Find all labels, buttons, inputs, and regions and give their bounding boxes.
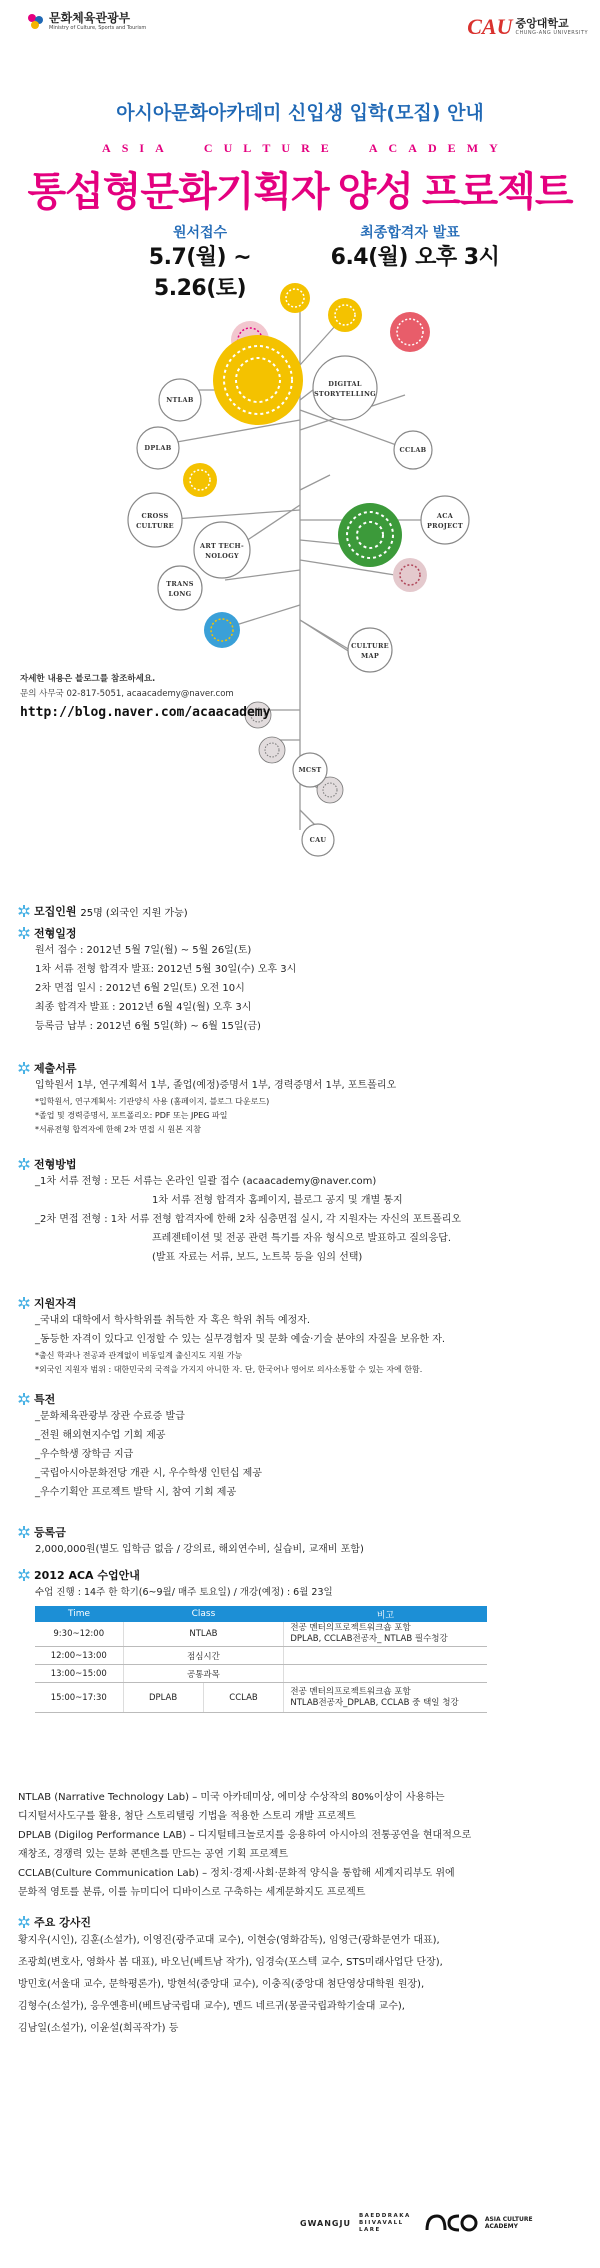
- gwangju-logo: GWANGJU: [300, 2218, 351, 2228]
- table-header-row: [35, 1606, 487, 1622]
- lecturer-line: 방민호(서울대 교수, 문학평론가), 방현석(중앙대 교수), 이충직(중앙대 첨단영상대학원 원장),: [18, 1979, 425, 1990]
- schedule-line: 등록금 납부 : 2012년 6월 5일(화) ~ 6월 15일(금): [35, 1021, 261, 1032]
- node-cclab: [394, 431, 432, 469]
- lab-line: 디지털서사도구를 활용, 첨단 스토리텔링 기법을 적용한 스토리 개발 프로젝트: [18, 1811, 356, 1822]
- cell-note: [284, 1665, 487, 1683]
- academy-letter: M: [466, 141, 479, 155]
- cell-note: [284, 1647, 487, 1665]
- method-line: 1차 서류 전형 합격자 홈페이지, 블로그 공지 및 개별 통지: [152, 1195, 403, 1206]
- qual-line: _동등한 자격이 있다고 인정할 수 있는 실무경험자 및 문화 예술·기술 분야의 자질을 보유한 자.: [35, 1334, 446, 1345]
- cell-time: 13:00~15:00: [35, 1665, 123, 1683]
- deco-circle-yellow-top: [280, 283, 310, 313]
- snowflake-bullet-icon: [18, 1297, 30, 1309]
- table-row: [35, 1683, 487, 1713]
- section-lecturers: [18, 1914, 583, 2040]
- cell-class: 공통과목: [123, 1665, 284, 1683]
- node-trans-label-1: TRANS: [166, 580, 194, 588]
- academy-letter: R: [301, 141, 310, 155]
- col-note: 비고: [284, 1606, 487, 1622]
- schedule-line: 1차 서류 전형 합격자 발표: 2012년 5월 30일(수) 오후 3시: [35, 964, 297, 975]
- program-tree-illustration: [0, 270, 600, 870]
- node-cross-culture: [128, 493, 182, 547]
- apply-date: 5.7(월) ~ 5.26(토): [148, 245, 252, 301]
- section-labs: [18, 1788, 583, 1902]
- section-method: [18, 1156, 583, 1267]
- ministry-name: 문화체육관광부: [49, 11, 131, 25]
- deco-circle-red: [390, 312, 430, 352]
- academy-letter: C: [388, 141, 398, 155]
- lab-line: CCLAB(Culture Communication Lab) – 정치·경제·사회·문화적 양식을 통합해 세계지리부도 위에: [18, 1868, 455, 1879]
- biennale-line: LARE: [358, 2226, 381, 2233]
- lecturer-line: 김남일(소설가), 이윤설(희곡작가) 등: [18, 2023, 179, 2034]
- method-line: _2차 면접 전형 : 1차 서류 전형 합격자에 한해 2차 심층면접 실시, 각 지원자는 자신의 포트폴리오: [35, 1214, 462, 1225]
- node-aca-label-2: PROJECT: [426, 522, 464, 530]
- node-culture-map: [348, 628, 392, 672]
- lecturer-line: 조광희(변호사, 영화사 봄 대표), 바오닌(베트남 작가), 임경숙(포스텍 교수, STS미래사업단 단장),: [18, 1957, 443, 1968]
- node-arttech-label-1: ART TECH-: [200, 542, 244, 550]
- node-mcst: [293, 753, 327, 787]
- academy-letter: S: [121, 141, 129, 155]
- node-digital-label-2: STORYTELLING: [313, 390, 377, 398]
- method-line: (발표 자료는 서류, 보드, 노트북 등을 임의 선택): [152, 1252, 363, 1263]
- snowflake-bullet-icon: [18, 1393, 30, 1405]
- snowflake-bullet-icon: [18, 905, 30, 917]
- node-mcst-label: MCST: [298, 766, 322, 774]
- deco-circle-grey-2: [259, 737, 285, 763]
- academy-letter: A: [408, 141, 417, 155]
- academy-letter: C: [203, 141, 213, 155]
- docs-main: 입학원서 1부, 연구계획서 1부, 졸업(예정)증명서 1부, 경력증명서 1부, 포트폴리오: [35, 1080, 397, 1091]
- deco-circle-blue: [204, 612, 240, 648]
- main-title: 통섭형문화기획자 양성 프로젝트: [27, 169, 573, 214]
- ministry-sub: Ministry of Culture, Sports and Tourism: [49, 25, 147, 31]
- contact-note: 자세한 내용은 블로그를 참조하세요.: [20, 674, 156, 684]
- section-fee: [18, 1524, 583, 1559]
- biennale-line: BIIVAVALL: [358, 2219, 404, 2226]
- academy-letter: A: [368, 141, 378, 155]
- docs-note: *졸업 및 경력증명서, 포트폴리오: PDF 또는 JPEG 파일: [35, 1111, 228, 1120]
- section-classes: [18, 1567, 583, 1713]
- apply-label: 원서접수: [172, 225, 228, 241]
- section-schedule: [18, 925, 583, 1036]
- qual-line: _국내외 대학에서 학사학위를 취득한 자 혹은 학위 취득 예정자.: [35, 1315, 311, 1326]
- result-label: 최종합격자 발표: [360, 225, 460, 241]
- benefit-line: _우수기획안 프로젝트 발탁 시, 참여 기회 제공: [35, 1487, 237, 1498]
- section-title: 전형방법: [34, 1158, 77, 1171]
- node-cau: [302, 824, 334, 856]
- snowflake-bullet-icon: [18, 1526, 30, 1538]
- node-cclab-label: CCLAB: [399, 446, 427, 454]
- cell-time: 12:00~13:00: [35, 1647, 123, 1665]
- node-ntlab-label: NTLAB: [166, 396, 194, 404]
- snowflake-bullet-icon: [18, 927, 30, 939]
- academy-letter: A: [155, 141, 164, 155]
- node-art-technology: [194, 522, 250, 578]
- biennale-line: BAEDDRAKA: [358, 2212, 411, 2219]
- lab-line: 재창조, 경쟁력 있는 문화 콘텐츠를 만드는 공연 기획 프로젝트: [18, 1849, 289, 1860]
- snowflake-bullet-icon: [18, 1916, 30, 1928]
- cell-note: [284, 1622, 487, 1647]
- snowflake-bullet-icon: [18, 1569, 30, 1581]
- section-title: 2012 ACA 수업안내: [34, 1569, 140, 1582]
- schedule-line: 최종 합격자 발표 : 2012년 6월 4일(월) 오후 3시: [35, 1002, 252, 1013]
- result-date: 6.4(월) 오후 3시: [330, 245, 500, 270]
- aca-logo-icon: [423, 2210, 479, 2236]
- benefit-line: _국립아시아문화전당 개관 시, 우수학생 인턴십 제공: [35, 1468, 262, 1479]
- academy-letter: Y: [489, 141, 498, 155]
- qual-note: *출신 학과나 전공과 관계없이 비동일계 출신지도 지원 가능: [35, 1351, 243, 1360]
- academy-letter: E: [447, 141, 456, 155]
- deco-circle-pink-2: [393, 558, 427, 592]
- blog-link[interactable]: http://blog.naver.com/acaacademy: [20, 705, 271, 720]
- node-arttech-label-2: NOLOGY: [205, 552, 239, 560]
- footer-logos: [300, 2210, 539, 2236]
- lab-line: NTLAB (Narrative Technology Lab) – 미국 아카데미상, 에미상 수상작의 80%이상이 사용하는: [18, 1792, 445, 1803]
- cau-mark: CAU: [467, 14, 513, 39]
- node-aca-label-1: ACA: [436, 512, 454, 520]
- col-time: Time: [35, 1606, 123, 1622]
- section-title: 전형일정: [34, 927, 77, 940]
- biennale-logo: [359, 2213, 411, 2234]
- lab-line: 문화적 영토를 분류, 이를 뉴미디어 디바이스로 구축하는 세계문화지도 프로젝트: [18, 1887, 366, 1898]
- table-row: [35, 1622, 487, 1647]
- node-aca-project: [421, 496, 469, 544]
- note-line: NTLAB전공자_DPLAB, CCLAB 중 택일 청강: [290, 1697, 459, 1708]
- academy-letter: U: [281, 141, 291, 155]
- lecturer-line: 김형수(소설가), 응우옌흥비(베트남국립대 교수), 멘드 네르귀(몽골국립과학기술대 교수),: [18, 2001, 405, 2012]
- academy-letter: I: [139, 141, 145, 155]
- cell-class: 점심시간: [123, 1647, 284, 1665]
- class-info: 수업 진행 : 14주 한 학기(6~9월/ 매주 토요일) / 개강(예정) : 6월 23일: [35, 1587, 333, 1598]
- academy-letter: L: [243, 141, 252, 155]
- snowflake-bullet-icon: [18, 1158, 30, 1170]
- node-trans-label-2: LONG: [168, 590, 192, 598]
- section-title: 제출서류: [34, 1062, 77, 1075]
- cell-class: NTLAB: [123, 1622, 284, 1647]
- cell-class: CCLAB: [203, 1683, 284, 1713]
- table-row: [35, 1647, 487, 1665]
- section-title: 지원자격: [34, 1297, 77, 1310]
- docs-note: *입학원서, 연구계획서: 기관양식 사용 (홈페이지, 블로그 다운로드): [35, 1097, 270, 1106]
- deco-circle-yellow-big: [213, 335, 303, 425]
- schedule-line: 원서 접수 : 2012년 5월 7일(월) ~ 5월 26일(토): [35, 945, 252, 956]
- deco-circle-yellow-3: [183, 463, 217, 497]
- academy-letter: U: [223, 141, 233, 155]
- benefit-line: _문화체육관광부 장관 수료증 발급: [35, 1411, 185, 1422]
- col-class: Class: [123, 1606, 284, 1622]
- academy-letter: D: [427, 141, 437, 155]
- university-logo: [467, 14, 588, 40]
- section-docs: [18, 1060, 583, 1137]
- benefit-line: _전원 해외현지수업 기회 제공: [35, 1430, 166, 1441]
- node-dplab: [137, 427, 179, 469]
- academy-letter: T: [262, 141, 271, 155]
- node-digital-label-1: DIGITAL: [328, 380, 362, 388]
- section-recruit: [18, 903, 583, 919]
- node-trans-long: [158, 566, 202, 610]
- note-line: 전공 멘터의프로젝트워크숍 포함: [290, 1686, 411, 1697]
- lecturer-line: 황지우(시인), 김훈(소설가), 이영진(광주교대 교수), 이현승(영화감독), 임영근(광화문연가 대표),: [18, 1935, 440, 1946]
- univ-sub: CHUNG-ANG UNIVERSITY: [515, 30, 588, 36]
- cell-time: 15:00~17:30: [35, 1683, 123, 1713]
- section-title: 등록금: [34, 1526, 66, 1539]
- node-culturemap-label-1: CULTURE: [351, 642, 389, 650]
- section-qualification: [18, 1295, 583, 1377]
- section-benefits: [18, 1391, 583, 1502]
- method-line: 프레젠테이션 및 전공 관련 특기를 자유 형식으로 발표하고 질의응답.: [152, 1233, 452, 1244]
- spaced-academy-title: [102, 141, 498, 156]
- deco-circle-yellow-2: [328, 298, 362, 332]
- section-title: 특전: [34, 1393, 56, 1406]
- cell-class: DPLAB: [123, 1683, 203, 1713]
- academy-letter: E: [320, 141, 329, 155]
- node-cau-label: CAU: [309, 836, 327, 844]
- contact-office: 문의 사무국 02-817-5051, acaacademy@naver.com: [20, 689, 234, 699]
- node-cross-label-1: CROSS: [141, 512, 169, 520]
- fee-text: 2,000,000원(별도 입학금 없음 / 강의료, 해외연수비, 실습비, 교재비 포함): [35, 1544, 364, 1555]
- note-line: DPLAB, CCLAB전공자_ NTLAB 필수청강: [290, 1634, 448, 1644]
- node-culturemap-label-2: MAP: [360, 652, 380, 660]
- recruit-count: 25명 (외국인 지원 가능): [80, 907, 188, 919]
- table-row: [35, 1665, 487, 1683]
- note-line: 전공 멘터의프로젝트워크숍 포함: [290, 1623, 411, 1633]
- academy-letter: A: [102, 141, 111, 155]
- contact-block: [20, 672, 270, 720]
- node-ntlab: [159, 379, 201, 421]
- lab-line: DPLAB (Digilog Performance LAB) – 디지털테크놀로지를 응용하여 아시아의 전통공연을 현대적으로: [18, 1830, 472, 1841]
- benefit-line: _우수학생 장학금 지급: [35, 1449, 134, 1460]
- node-dplab-label: DPLAB: [144, 444, 172, 452]
- qual-note: *외국인 지원자 범위 : 대한민국의 국적을 가지지 아니한 자. 단, 한국어나 영어로 의사소통할 수 있는 자에 한함.: [35, 1365, 423, 1374]
- ministry-logo: [28, 12, 146, 31]
- node-digital-storytelling: [313, 356, 377, 420]
- aca-logo-text: ASIA CULTURE ACADEMY: [484, 2216, 533, 2230]
- method-line: _1차 서류 전형 : 모든 서류는 온라인 일괄 접수 (acaacademy@naver.com): [35, 1176, 377, 1187]
- ministry-emblem-icon: [28, 14, 44, 30]
- docs-note: *서류전형 합격자에 한해 2차 면접 시 원본 지참: [35, 1125, 201, 1134]
- class-schedule-table: [35, 1606, 487, 1713]
- cell-note: [284, 1683, 487, 1713]
- snowflake-bullet-icon: [18, 1062, 30, 1074]
- headline: 아시아문화아카데미 신입생 입학(모집) 안내: [116, 102, 484, 124]
- section-title: 모집인원: [34, 905, 77, 918]
- univ-name: 중앙대학교: [515, 17, 569, 30]
- cell-time: 9:30~12:00: [35, 1622, 123, 1647]
- schedule-line: 2차 면접 일시 : 2012년 6월 2일(토) 오전 10시: [35, 983, 245, 994]
- node-cross-label-2: CULTURE: [136, 522, 174, 530]
- section-title: 주요 강사진: [34, 1916, 91, 1929]
